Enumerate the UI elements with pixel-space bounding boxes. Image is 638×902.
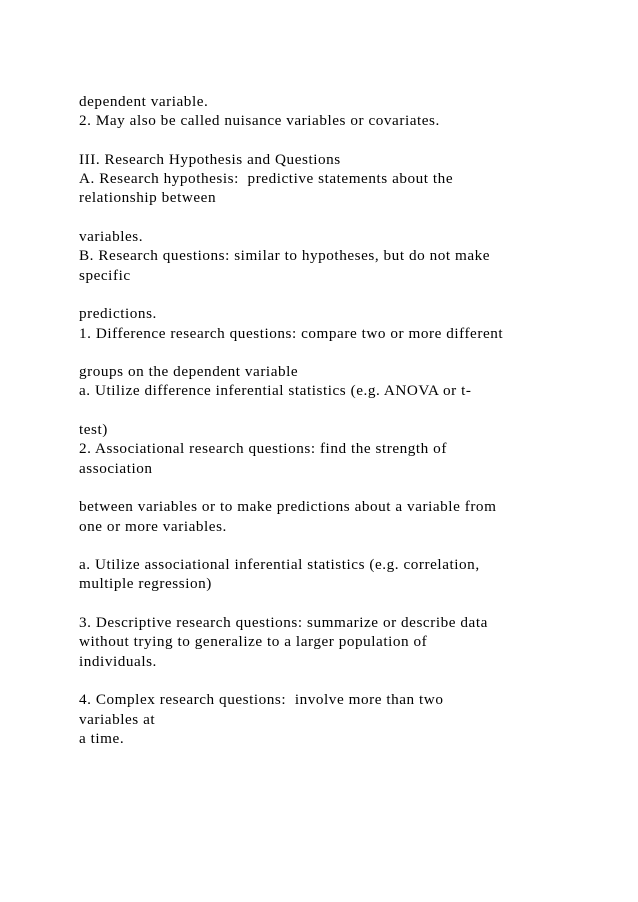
text-line: 4. Complex research questions: involve more than two xyxy=(79,691,444,709)
text-line: 2. May also be called nuisance variables or covariates. xyxy=(79,112,440,130)
blank-line xyxy=(79,343,599,362)
text-line: A. Research hypothesis: predictive statements about the xyxy=(79,170,454,188)
text-line: without trying to generalize to a larger population of xyxy=(79,633,428,651)
text-line: relationship between xyxy=(79,189,217,207)
text-line: association xyxy=(79,459,153,477)
text-line: one or more variables. xyxy=(79,517,227,535)
text-line: multiple regression) xyxy=(79,575,212,593)
text-line: variables. xyxy=(79,228,144,246)
blank-line xyxy=(79,594,599,613)
text-line: 3. Descriptive research questions: summarize or describe data xyxy=(79,614,488,632)
blank-line xyxy=(79,401,599,420)
blank-line xyxy=(79,478,599,497)
document-body xyxy=(79,92,599,748)
text-line: individuals. xyxy=(79,652,157,670)
text-line: groups on the dependent variable xyxy=(79,363,299,381)
text-line: predictions. xyxy=(79,305,157,323)
blank-line xyxy=(79,536,599,555)
text-line: between variables or to make predictions about a variable from xyxy=(79,498,497,516)
text-line: 1. Difference research questions: compare two or more different xyxy=(79,324,504,342)
blank-line xyxy=(79,208,599,227)
text-line: specific xyxy=(79,266,131,284)
text-line: a. Utilize associational inferential statistics (e.g. correlation, xyxy=(79,556,480,574)
text-line: variables at xyxy=(79,710,156,728)
text-line: dependent variable. xyxy=(79,93,209,110)
blank-line xyxy=(79,285,599,304)
text-line: test) xyxy=(79,421,108,439)
text-line: a. Utilize difference inferential statistics (e.g. ANOVA or t- xyxy=(79,382,472,400)
blank-line xyxy=(79,671,599,690)
text-line: III. Research Hypothesis and Questions xyxy=(79,150,341,168)
text-line: a time. xyxy=(79,729,125,747)
text-line: 2. Associational research questions: find the strength of xyxy=(79,440,447,458)
text-line: B. Research questions: similar to hypotheses, but do not make xyxy=(79,247,491,265)
blank-line xyxy=(79,131,599,150)
